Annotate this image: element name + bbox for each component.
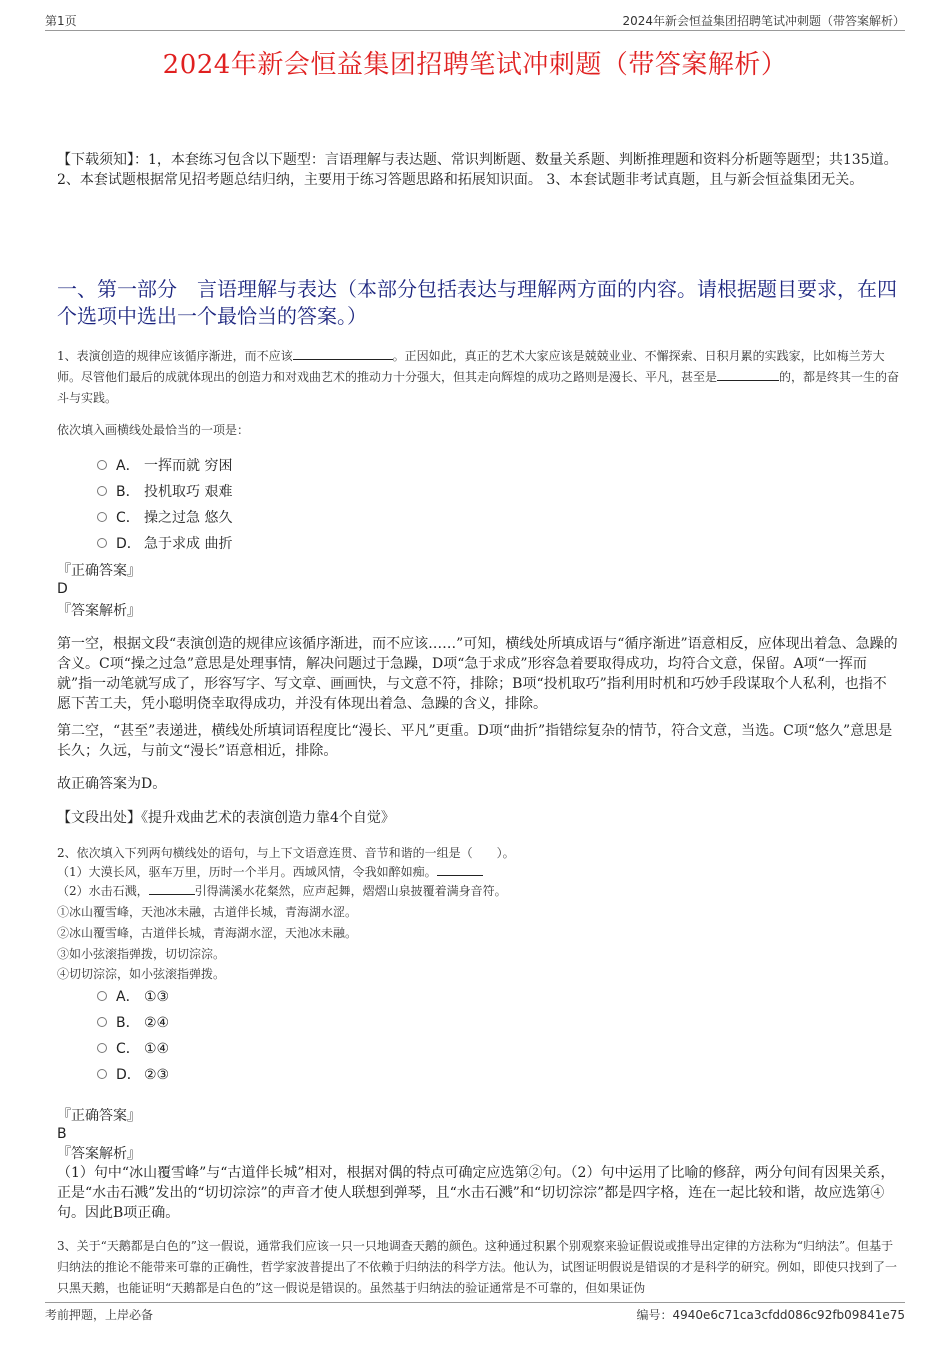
radio-icon[interactable] <box>97 1043 107 1053</box>
q2-item-1: ①冰山覆雪峰，天池冰未融，古道伴长城，青海湖水涩。 <box>57 905 358 919</box>
header-doc-title: 2024年新会恒益集团招聘笔试冲刺题（带答案解析） <box>622 14 905 28</box>
radio-icon[interactable] <box>97 460 107 470</box>
footer-serial: 编号：4940e6c71ca3cfdd086c92fb09841e75 <box>636 1308 905 1322</box>
q2-item-2: ②冰山覆雪峰，古道伴长城，青海湖水涩，天池冰未融。 <box>57 926 358 940</box>
question-1-stem: 1、表演创造的规律应该循序渐进，而不应该 。正因如此，真正的艺术大家应该是兢兢业业、不懈探索、日积月累的实践家，比如梅兰芳大师。尽管他们最后的成就体现出的创造力和对戏曲艺术的推动力十分强大，但其走向辉煌的成功之路则是漫长、平凡，甚至是 的，都是终其一生的奋斗与实践。 <box>57 349 900 405</box>
header-divider <box>45 30 905 31</box>
q1-analysis-label: 『答案解析』 <box>57 603 141 619</box>
q2-option-a[interactable]: A． ①③ <box>97 988 169 1006</box>
blank-2 <box>717 368 779 381</box>
radio-icon[interactable] <box>97 538 107 548</box>
question-1-prompt: 依次填入画横线处最恰当的一项是： <box>57 423 250 437</box>
q2-analysis: （1）句中“冰山覆雪峰”与“古道伴长城”相对，根据对偶的特点可确定应选第②句。（2）句中运用了比喻的修辞，两分句间有因果关系，正是“水击石溅”发出的“切切淙淙”的声音才使人联想到弹琴，且“水击石溅”和“切切淙淙”都是四字格，连在一起比较和谐，故应选第④句。因此B项正确。 <box>57 1165 895 1221</box>
section-heading: 一、第一部分 言语理解与表达（本部分包括表达与理解两方面的内容。请根据题目要求，在四个选项中选出一个最恰当的答案。） <box>57 277 897 328</box>
radio-icon[interactable] <box>97 991 107 1001</box>
q1-answer: D <box>57 581 68 597</box>
document-title: 2024年新会恒益集团招聘笔试冲刺题（带答案解析） <box>162 50 788 80</box>
q2-item-4: ④切切淙淙，如小弦滚指弹拨。 <box>57 967 226 981</box>
q2-option-b[interactable]: B． ②④ <box>97 1014 169 1032</box>
blank-4 <box>149 882 195 895</box>
q1-option-b[interactable]: B． 投机取巧 艰难 <box>97 483 232 501</box>
q1-answer-label: 『正确答案』 <box>57 563 141 579</box>
q1-option-d[interactable]: D． 急于求成 曲折 <box>97 535 232 553</box>
q2-item-3: ③如小弦滚指弹拨，切切淙淙。 <box>57 947 226 961</box>
q1-source: 【文段出处】《提升戏曲艺术的表演创造力靠4个自觉》 <box>57 810 395 826</box>
question-2-stem: 2、依次填入下列两句横线处的语句，与上下文语意连贯、音节和谐的一组是（ ）。 <box>57 846 515 860</box>
q2-answer-label: 『正确答案』 <box>57 1108 141 1124</box>
blank-1 <box>293 347 393 360</box>
q2-analysis-label: 『答案解析』 <box>57 1146 141 1162</box>
q2-option-c[interactable]: C． ①④ <box>97 1040 169 1058</box>
q2-line-2: （2）水击石溅， 引得满溪水花粲然，应声起舞，熠熠山泉披覆着满身音符。 <box>57 884 507 898</box>
question-3-stem: 3、关于“天鹅都是白色的”这一假说，通常我们应该一只一只地调查天鹅的颜色。这种通过积累个别观察来验证假说或推导出定律的方法称为“归纳法”。但基于归纳法的推论不能带来可靠的正确性，哲学家波普提出了不依赖于归纳法的科学方法。他认为，试图证明假说是错误的才是科学的研究。例如，即使只找到了一只黑天鹅，也能证明“天鹅都是白色的”这一假说是错误的。虽然基于归纳法的验证通常是不可靠的，但如果证伪 <box>57 1239 898 1295</box>
q2-line-1: （1）大漠长风，驱车万里，历时一个半月。西域风情，令我如醉如痴。 <box>57 863 900 882</box>
radio-icon[interactable] <box>97 486 107 496</box>
radio-icon[interactable] <box>97 1017 107 1027</box>
radio-icon[interactable] <box>97 1069 107 1079</box>
download-notice: 【下载须知】：1，本套练习包含以下题型：言语理解与表达题、常识判断题、数量关系题、判断推理题和资料分析题等题型；共135道。 2、本套试题根据常见招考题总结归纳，主要用于练习答题思路和拓展知识面。 3、本套试题非考试真题，且与新会恒益集团无关。 <box>57 152 898 188</box>
q1-option-a[interactable]: A． 一挥而就 穷困 <box>97 457 232 475</box>
blank-3 <box>437 863 483 876</box>
q2-answer: B <box>57 1126 67 1142</box>
q1-analysis-2: 第二空，“甚至”表递进，横线处所填词语程度比“漫长、平凡”更重。D项“曲折”指错综复杂的情节，符合文意，当选。C项“悠久”意思是长久；久远，与前文“漫长”语意相近，排除。 <box>57 723 893 759</box>
q1-analysis-3: 故正确答案为D。 <box>57 776 167 792</box>
page-number: 第1页 <box>45 14 77 28</box>
radio-icon[interactable] <box>97 512 107 522</box>
q1-analysis-1: 第一空，根据文段“表演创造的规律应该循序渐进，而不应该……”可知，横线处所填成语与“循序渐进”语意相反，应体现出着急、急躁的含义。C项“操之过急”意思是处理事情，解决问题过于急躁，D项“急于求成”形容急着要取得成功，均符合文意，保留。A项“一挥而就”指一动笔就写成了，形容写字、写文章、画画快，与文意不符，排除；B项“投机取巧”指利用时机和巧妙手段谋取个人私利，也指不愿下苦工夫，凭小聪明侥幸取得成功，并没有体现出着急、急躁的含义，排除。 <box>57 636 898 712</box>
q2-option-d[interactable]: D． ②③ <box>97 1066 169 1084</box>
footer-slogan: 考前押题，上岸必备 <box>45 1308 154 1322</box>
footer-divider <box>45 1302 905 1303</box>
q1-option-c[interactable]: C． 操之过急 悠久 <box>97 509 232 527</box>
